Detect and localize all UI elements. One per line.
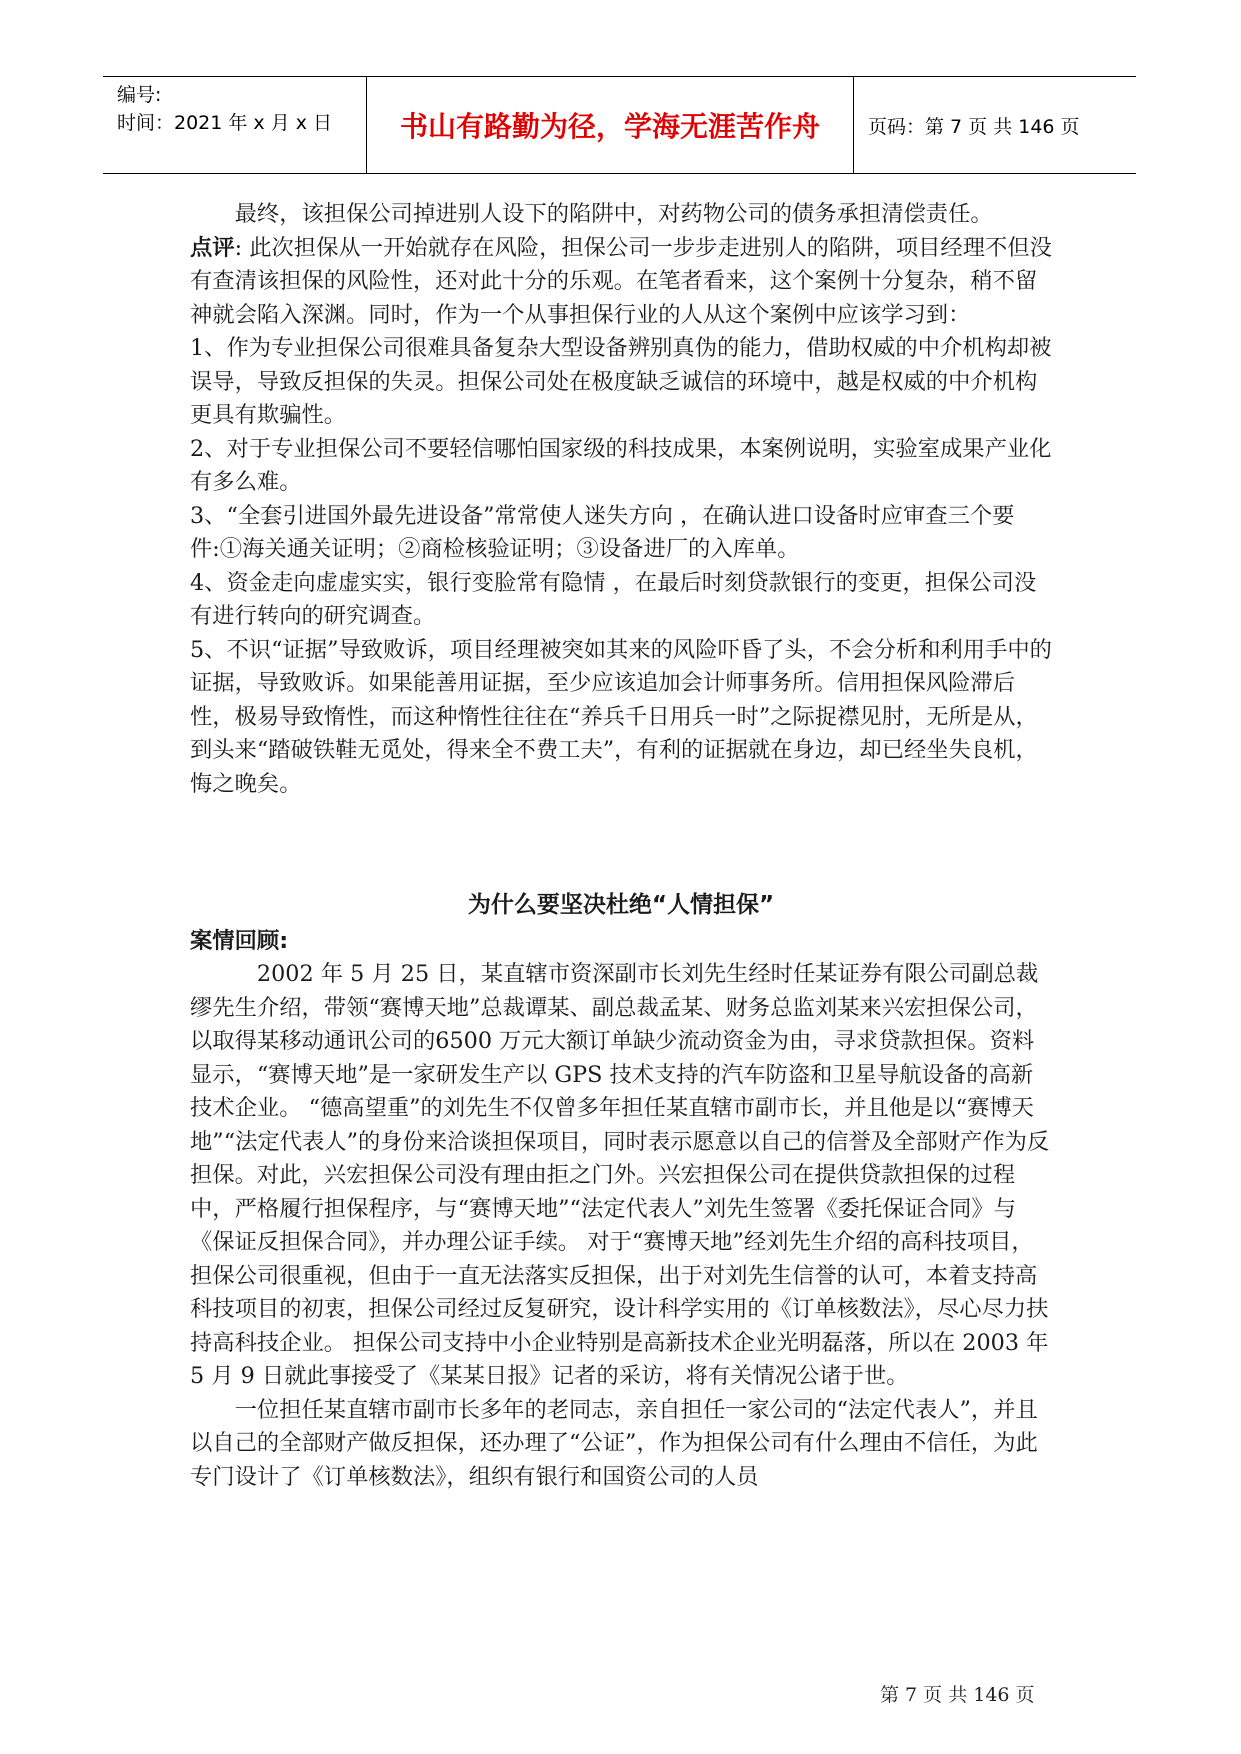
- header-page-info: 页码：第 7 页 共 146 页: [868, 115, 1080, 138]
- case-review-label: 案情回顾:: [190, 927, 289, 954]
- paragraph-comment: [190, 232, 1052, 333]
- list-item: 3、“全套引进国外最先进设备”常常使人迷失方向 ，在确认进口设备时应审查三个要件:①海关通关证明；②商检核验证明；③设备进厂的入库单。: [190, 502, 1015, 562]
- list-item: 5、不识“证据”导致败诉，项目经理被突如其来的风险吓昏了头，不会分析和利用手中的证据，导致败诉。如果能善用证据，至少应该追加会计师事务所。信用担保风险滞后性，极易导致惰性，而这种惰性往往在“养兵千日用兵一时”之际捉襟见肘，无所是从，到头来“踏破铁鞋无觅处，得来全不费工夫”，有利的证据就在身边，却已经坐失良机，悔之晚矣。: [190, 636, 1052, 797]
- header-motto: 书山有路勤为径，学海无涯苦作舟: [367, 77, 854, 173]
- list-item: 2、对于专业担保公司不要轻信哪怕国家级的科技成果，本案例说明，实验室成果产业化有多么难。: [190, 435, 1052, 495]
- paragraph-case-continued: 一位担任某直辖市副市长多年的老同志，亲自担任一家公司的“法定代表人”，并且以自己的全部财产做反担保，还办理了“公证”，作为担保公司有什么理由不信任，为此专门设计了《订单核数法》，组织有银行和国资公司的人员: [190, 1396, 1038, 1490]
- section-title: 为什么要坚决杜绝“人情担保”: [467, 892, 775, 918]
- comment-text: : 此次担保从一开始就存在风险，担保公司一步步走进别人的陷阱，项目经理不但没有查清该担保的风险性，还对此十分的乐观。在笔者看来，这个案例十分复杂，稍不留神就会陷入深渊。同时，作为一个从事担保行业的人从这个案例中应该学习到：: [190, 234, 1052, 328]
- paragraph-conclusion: 最终，该担保公司掉进别人设下的陷阱中，对药物公司的债务承担清偿责任。: [234, 201, 993, 227]
- page-footer: 第 7 页 共 146 页: [880, 1684, 1035, 1706]
- header-meta: [103, 77, 367, 173]
- comment-label: 点评: [190, 234, 235, 261]
- number-label: 编号:: [117, 84, 162, 106]
- list-item: 4、资金走向虚虚实实，银行变脸常有隐情 ，在最后时刻贷款银行的变更，担保公司没有进行转向的研究调查。: [190, 569, 1037, 629]
- list-item: 1、作为专业担保公司很难具备复杂大型设备辨别真伪的能力，借助权威的中介机构却被误导，导致反担保的失灵。担保公司处在极度缺乏诚信的环境中，越是权威的中介机构更具有欺骗性。: [190, 335, 1052, 428]
- page-header: [103, 76, 1136, 174]
- time-label: 时间：2021 年 x 月 x 日: [117, 112, 333, 134]
- document-body: [190, 198, 1052, 1494]
- paragraph-case: 2002 年 5 月 25 日，某直辖市资深副市长刘先生经时任某证券有限公司副总裁缪先生介绍，带领“赛博天地”总裁谭某、副总裁孟某、财务总监刘某来兴宏担保公司，以取得某移动通讯公司的6500 万元大额订单缺少流动资金为由，寻求贷款担保。资料显示，“赛博天地”是一家研发生产以 GPS 技术支持的汽车防盗和卫星导航设备的高新技术企业。 “德高望重”的刘先生不仅曾多年担任某直辖市副市长，并且他是以“赛博天地”“法定代表人”的身份来洽谈担保项目，同时表示愿意以自己的信誉及全部财产作为反担保。对此，兴宏担保公司没有理由拒之门外。兴宏担保公司在提供贷款担保的过程中，严格履行担保程序，与“赛博天地”“法定代表人”刘先生签署《委托保证合同》与《保证反担保合同》，并办理公证手续。 对于“赛博天地”经刘先生介绍的高科技项目，担保公司很重视，但由于一直无法落实反担保，出于对刘先生信誉的认可，本着支持高科技项目的初衷，担保公司经过反复研究，设计科学实用的《订单核数法》，尽心尽力扶持高科技企业。 担保公司支持中小企业特别是高新技术企业光明磊落，所以在 2003 年 5 月 9 日就此事接受了《某某日报》记者的采访，将有关情况公诸于世。: [190, 961, 1050, 1389]
